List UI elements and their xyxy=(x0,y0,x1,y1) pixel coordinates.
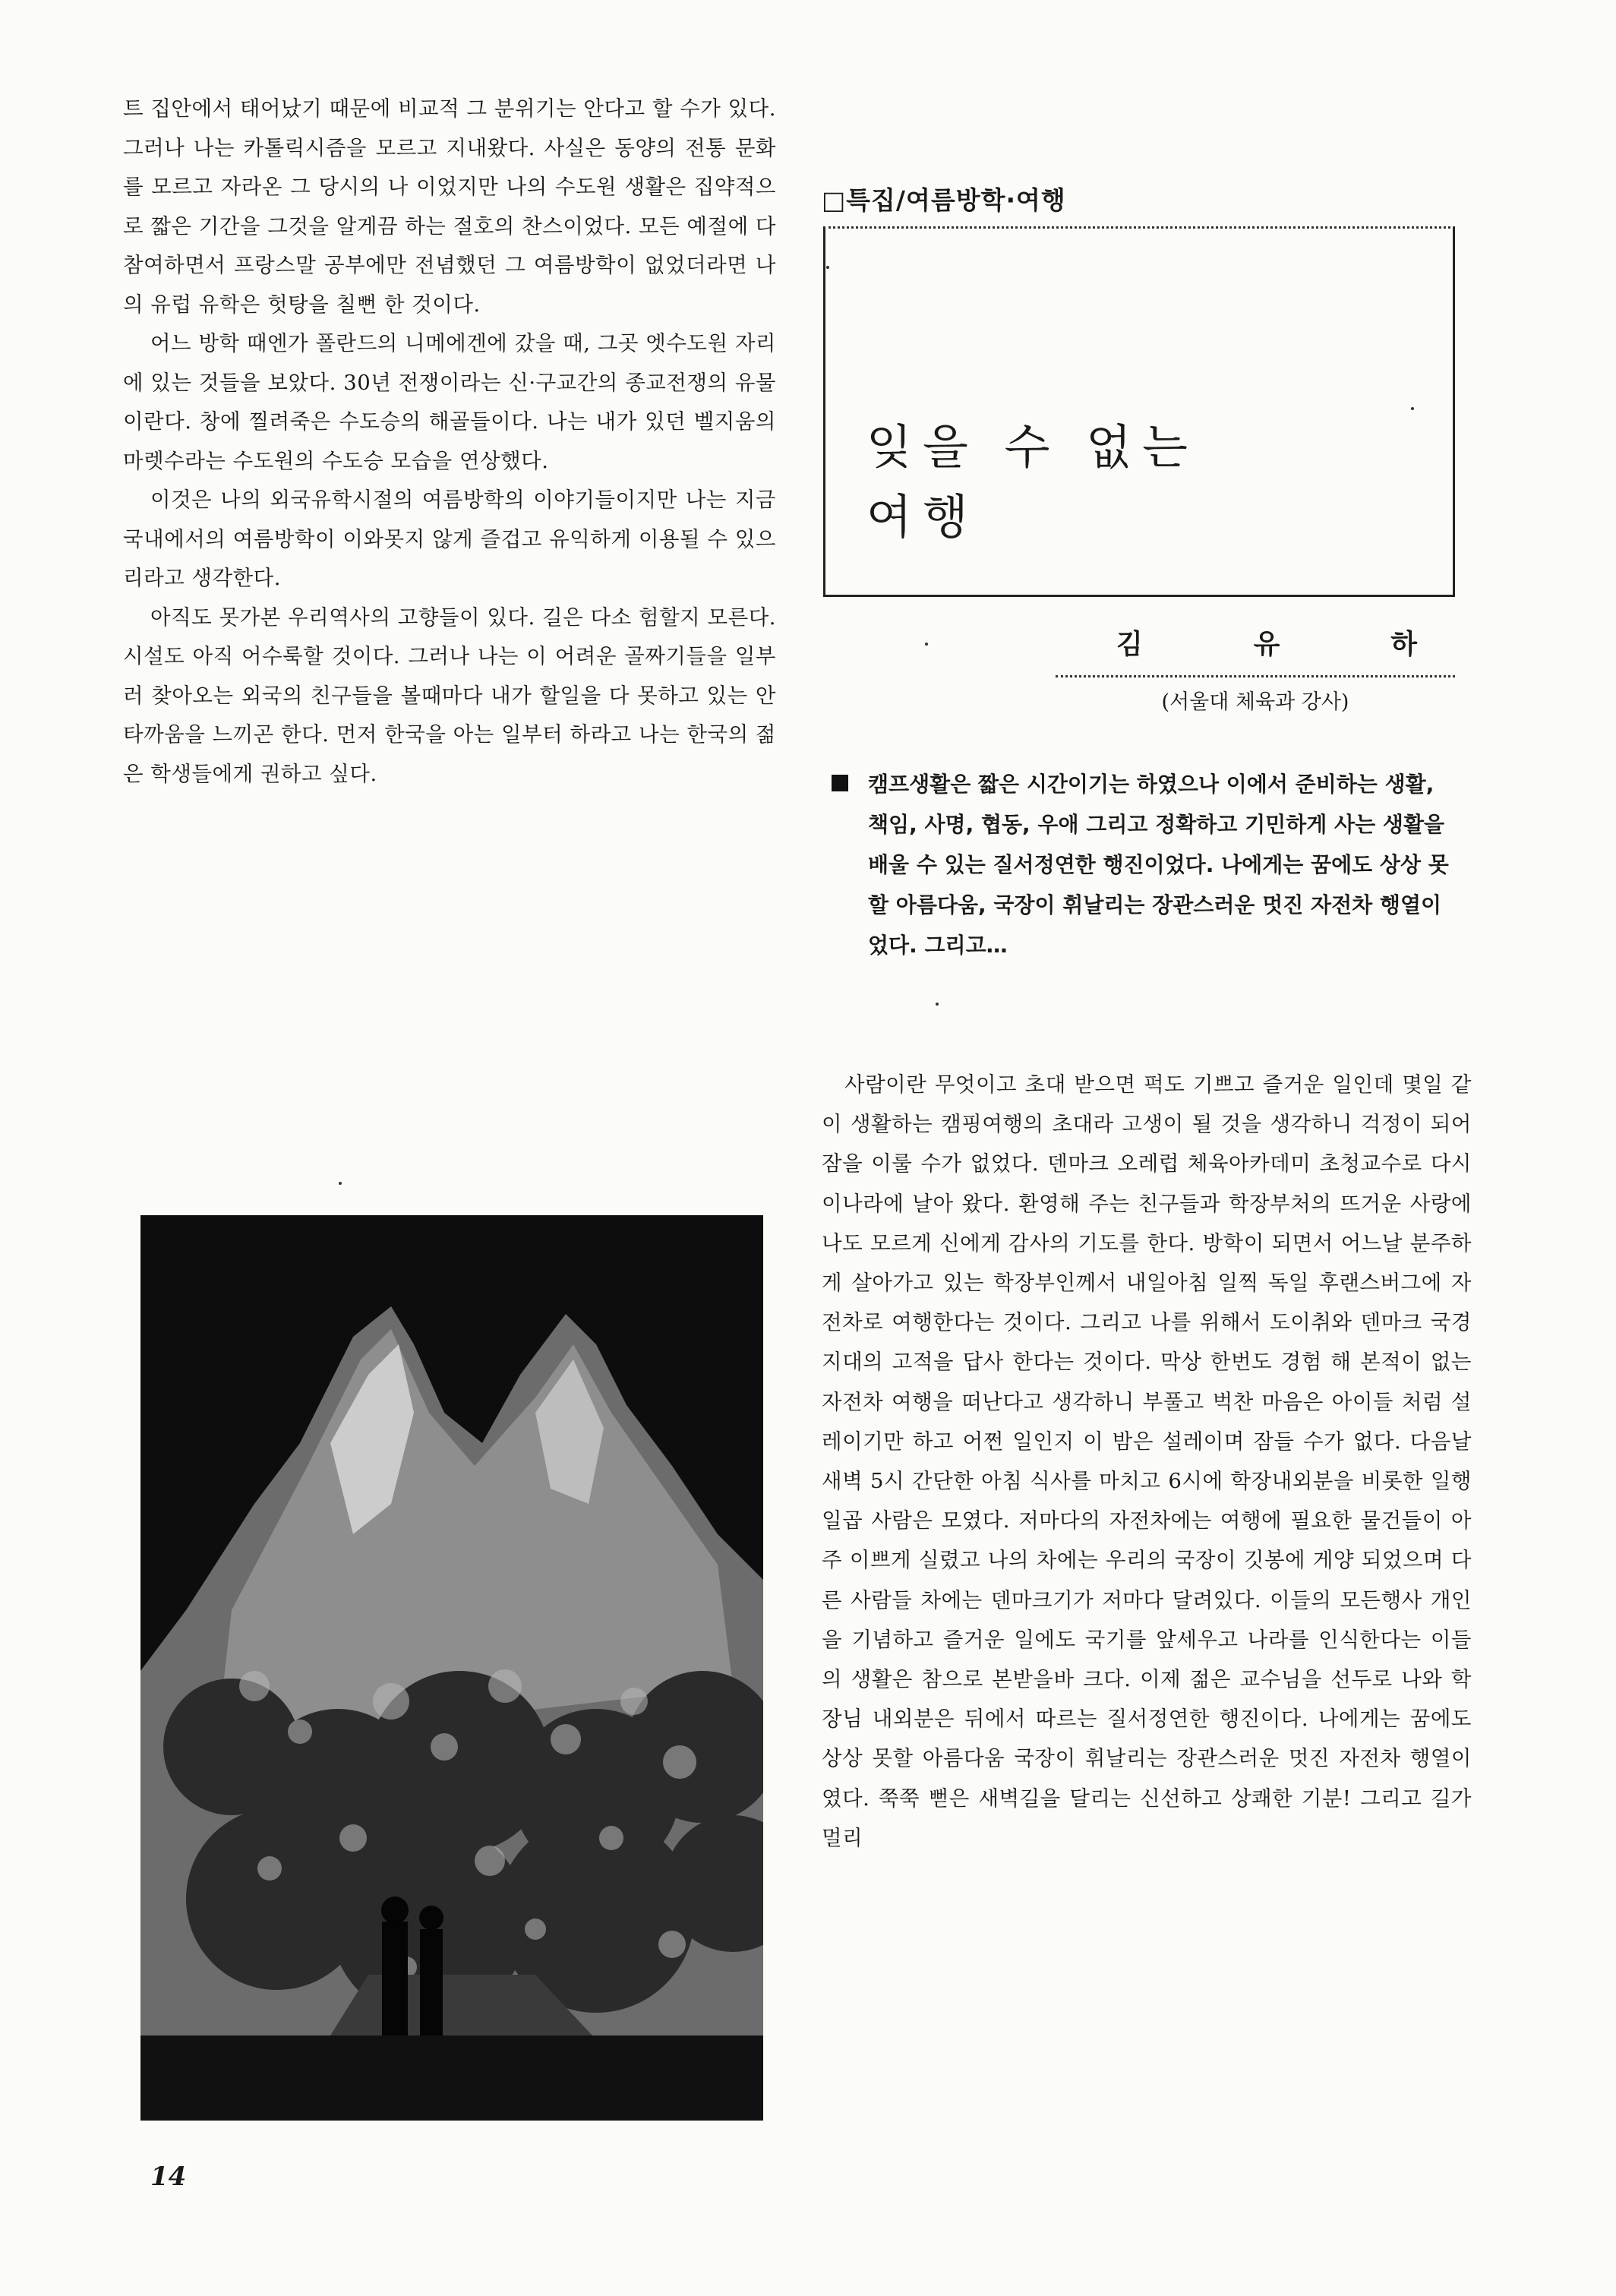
title-box xyxy=(823,226,1455,597)
left-column-text xyxy=(123,90,776,794)
author-affiliation: (서울대 체육과 강사) xyxy=(1161,690,1349,714)
print-speck xyxy=(339,1182,342,1185)
author-name xyxy=(1056,623,1455,662)
photo-illustration xyxy=(140,1215,763,2121)
title-line-2: 여행 xyxy=(866,489,979,545)
print-speck xyxy=(925,643,928,646)
author-char-1: 김 xyxy=(1116,629,1143,660)
title-line-1: 잊을 수 없는 xyxy=(866,419,1198,475)
page-number: 14 xyxy=(150,2162,187,2192)
author-char-2: 유 xyxy=(1253,629,1280,660)
byline xyxy=(1056,623,1455,715)
print-speck xyxy=(826,266,829,269)
print-speck xyxy=(936,1003,939,1006)
left-paragraph-3: 이것은 나의 외국유학시절의 여름방학의 이야기들이지만 나는 지금 국내에서의 여름방학이 이와못지 않게 즐겁고 유익하게 이용될 수 있으리라고 생각한다. xyxy=(123,488,776,590)
photo-mountain-trees xyxy=(140,1215,763,2121)
article-summary xyxy=(832,764,1454,965)
article-title xyxy=(866,412,1198,552)
left-paragraph-4: 아직도 못가본 우리역사의 고향들이 있다. 길은 다소 험할지 모른다. 시설도 아직 어수룩할 것이다. 그러나 나는 이 어려운 골짜기들을 일부러 찾아오는 외국의 친구들을 볼때마다 내가 할일을 다 못하고 있는 안타까움을 느끼곤 한다. 먼저 한국을 아는 일부터 하라고 나는 한국의 젊은 학생들에게 권하고 싶다. xyxy=(123,605,776,786)
summary-text: 캠프생활은 짧은 시간이기는 하였으나 이에서 준비하는 생활, 책임, 사명, 협동, 우애 그리고 정확하고 기민하게 사는 생활을 배울 수 있는 질서정연한 행진이었다. 나에게는 꿈에도 상상 못할 아름다움, 국장이 휘날리는 장관스러운 멋진 자전차 행열이었다. 그리고… xyxy=(868,772,1449,958)
print-speck xyxy=(1411,407,1414,410)
author-char-3: 하 xyxy=(1390,629,1417,660)
byline-divider xyxy=(1056,675,1455,677)
series-label: □특집/여름방학·여행 xyxy=(822,185,1066,215)
left-paragraph-1: 트 집안에서 태어났기 때문에 비교적 그 분위기는 안다고 할 수가 있다. 그러나 나는 카톨릭시즘을 모르고 지내왔다. 사실은 동양의 전통 문화를 모르고 자라온 그 당시의 나 이었지만 나의 수도원 생활은 집약적으로 짧은 기간을 그것을 알게끔 하는 절호의 찬스이었다. 모든 예절에 다 참여하면서 프랑스말 공부에만 전념했던 그 여름방학이 없었더라면 나의 유럽 유학은 헛탕을 칠뻔 한 것이다. xyxy=(123,96,776,317)
right-column-text xyxy=(822,1065,1472,1858)
right-paragraph-1: 사람이란 무엇이고 초대 받으면 퍽도 기쁘고 즐거운 일인데 몇일 같이 생활하는 캠핑여행의 초대라 고생이 될 것을 생각하니 걱정이 되어 잠을 이룰 수가 없었다. 덴마크 오레럽 체육아카데미 초청교수로 다시 이나라에 날아 왔다. 환영해 주는 친구들과 학장부처의 뜨거운 사랑에 나도 모르게 신에게 감사의 기도를 한다. 방학이 되면서 어느날 분주하게 살아가고 있는 학장부인께서 내일아침 일찍 독일 후랜스버그에 자전차로 여행한다는 것이다. 그리고 나를 위해서 도이취와 덴마크 국경지대의 고적을 답사 한다는 것이다. 막상 한번도 경험 해 본적이 없는 자전차 여행을 떠난다고 생각하니 부풀고 벅찬 마음은 아이들 처럼 설레이기만 하고 어쩐 일인지 이 밤은 설레이며 잠들 수가 없다. 다음날 새벽 5시 간단한 아침 식사를 마치고 6시에 학장내외분을 비롯한 일행 일곱 사람은 모였다. 저마다의 자전차에는 여행에 필요한 물건들이 아주 이쁘게 실렸고 나의 차에는 우리의 국장이 깃봉에 게양 되었으며 다른 사람들 차에는 덴마크기가 저마다 달려있다. 이들의 모든행사 개인을 기념하고 즐거운 일에도 국기를 앞세우고 나라를 인식한다는 이들의 생활은 참으로 본받을바 크다. 이제 젊은 교수님을 선두로 나와 학장님 내외분은 뒤에서 따르는 질서정연한 행진이다. 나에게는 꿈에도 상상 못할 아름다움 국장이 휘날리는 장관스러운 멋진 자전차 행열이였다. 쭉쭉 뻗은 새벽길을 달리는 신선하고 상쾌한 기분! 그리고 길가 멀리 xyxy=(822,1072,1472,1850)
left-paragraph-2: 어느 방학 때엔가 폴란드의 니메에겐에 갔을 때, 그곳 엣수도원 자리에 있는 것들을 보았다. 30년 전쟁이라는 신·구교간의 종교전쟁의 유물이란다. 창에 찔려죽은 수도승의 해골들이다. 나는 내가 있던 벨지움의 마렛수라는 수도원의 수도승 모습을 연상했다. xyxy=(123,331,776,473)
square-bullet-icon xyxy=(832,775,848,791)
